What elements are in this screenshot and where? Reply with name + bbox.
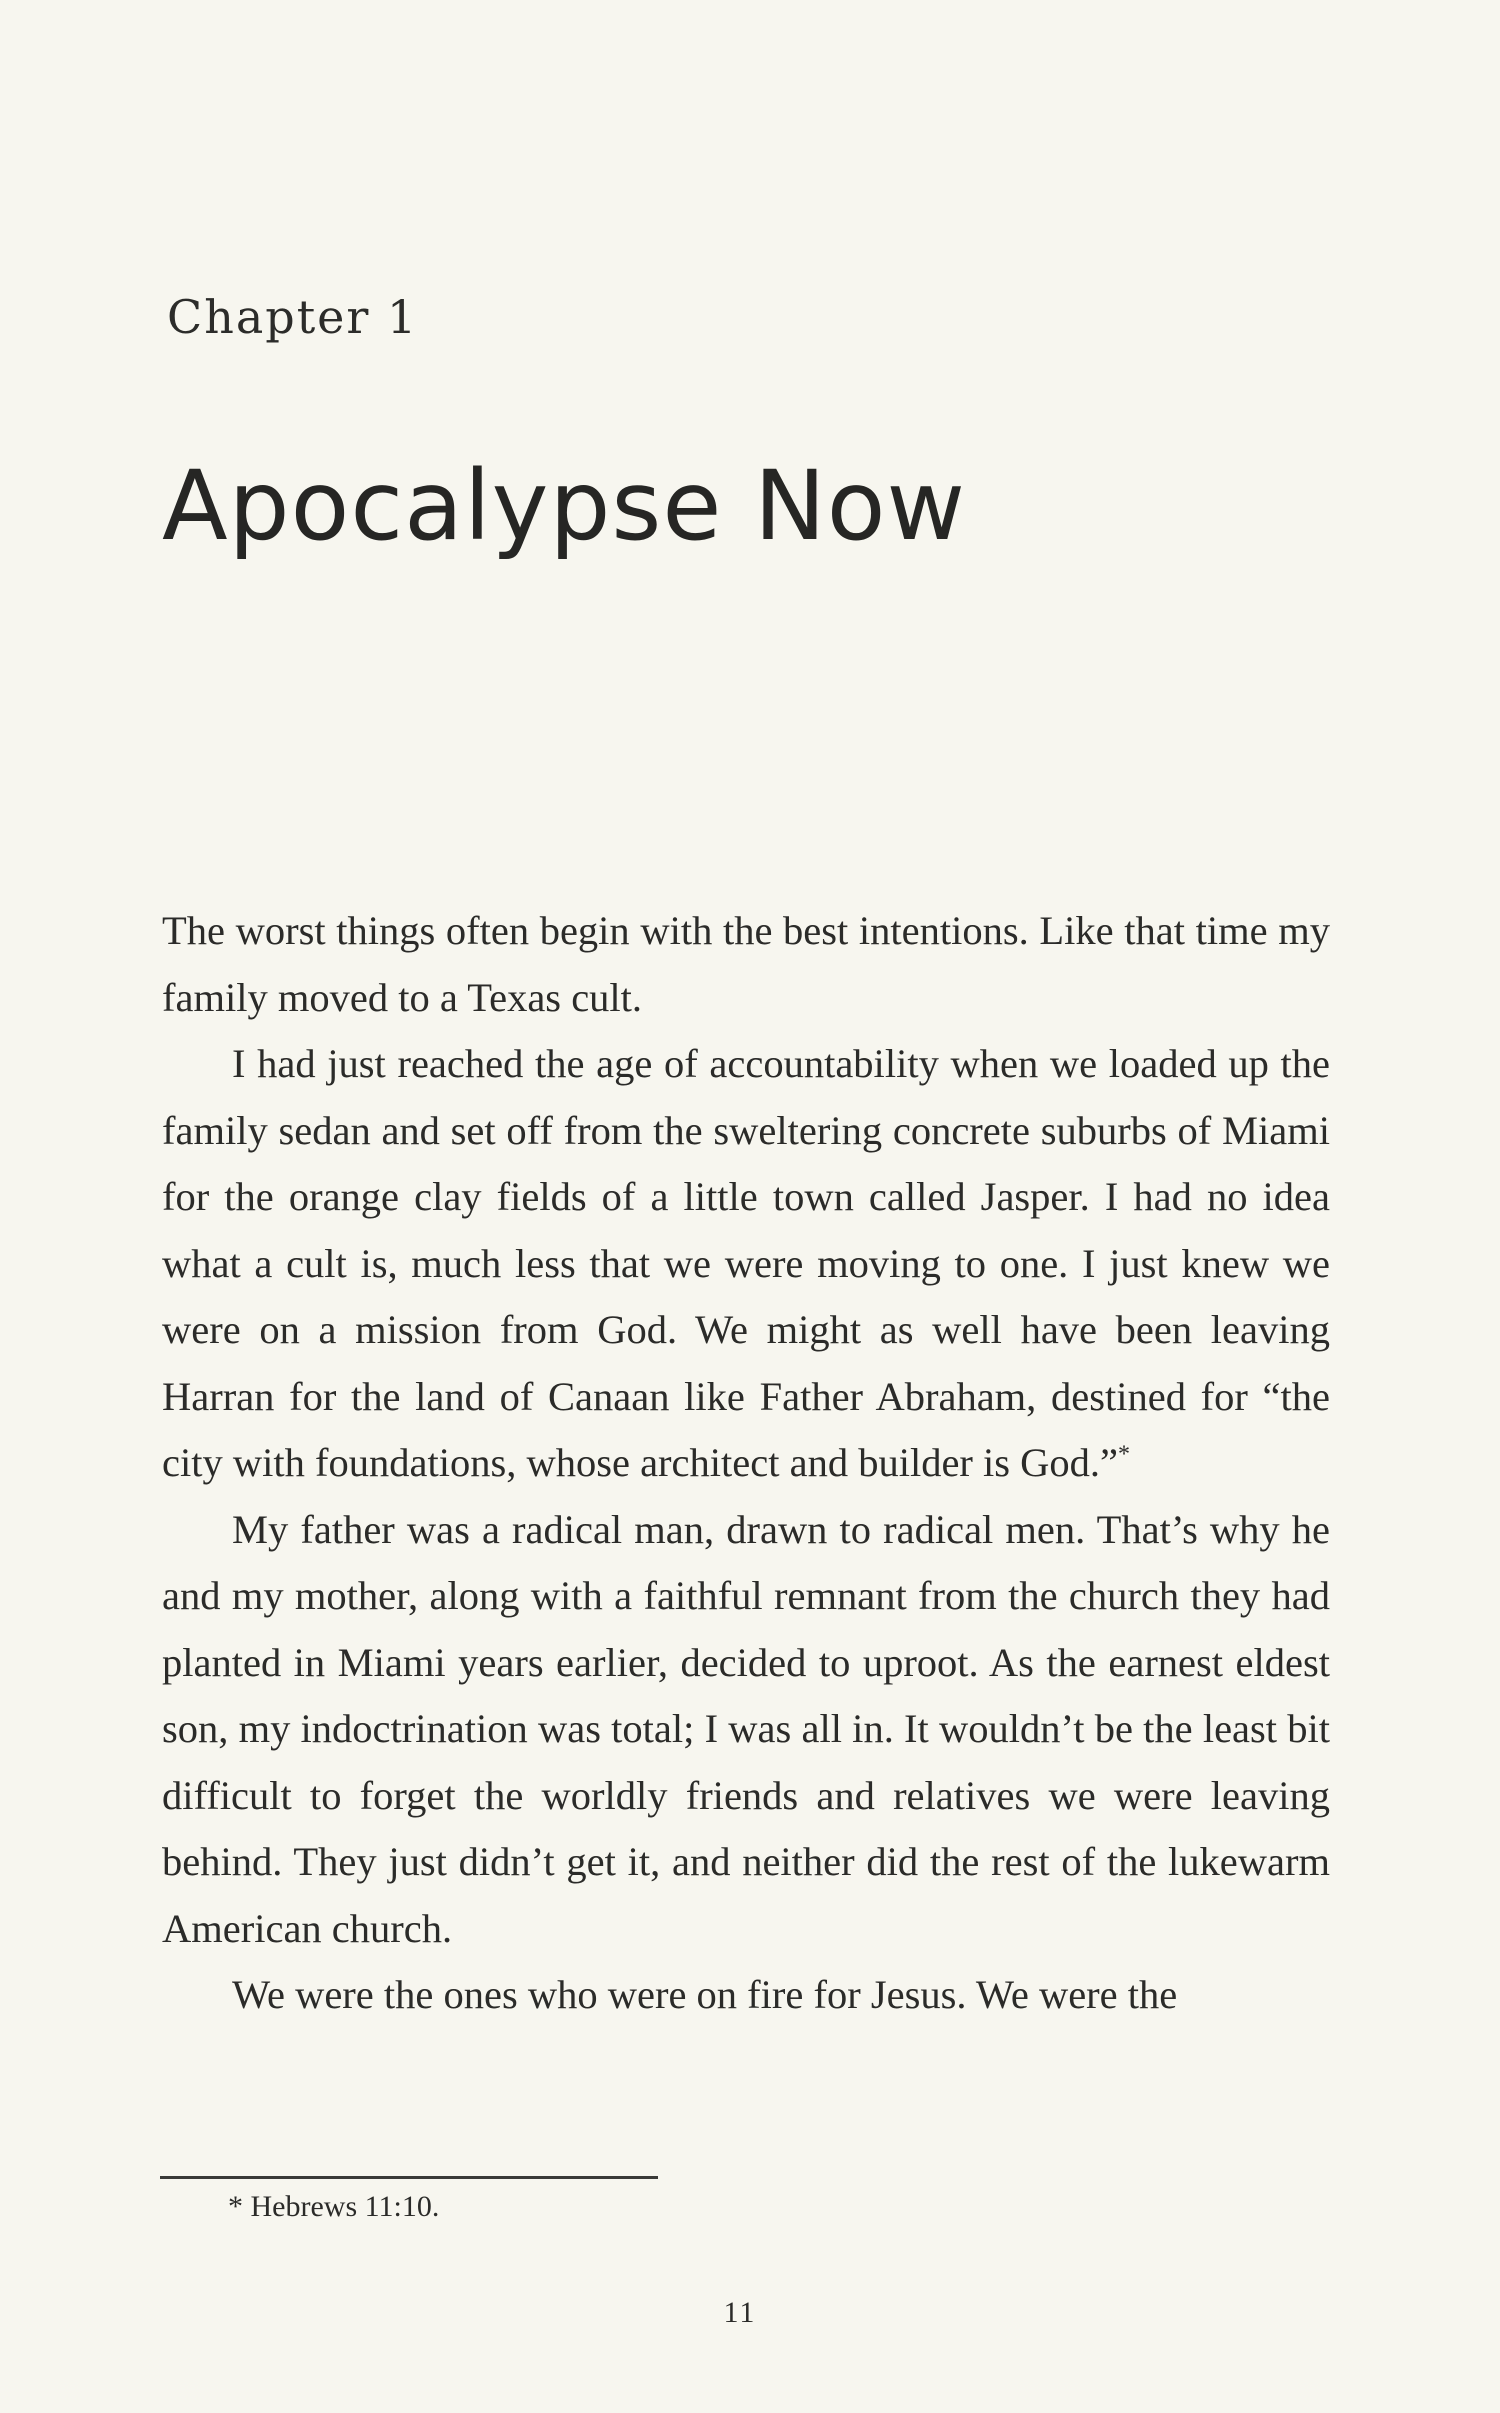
footnote-divider	[160, 2176, 658, 2179]
paragraph-4	[162, 1962, 1330, 2029]
paragraph-3-text: My father was a radical man, drawn to radical men. That’s why he and my mother, along with a faithful remnant from the church they had planted in Miami years earlier, decided to uproot. As the earnest eldest son, my indoctrination was total; I was all in. It wouldn’t be the least bit difficult to forget the worldly friends and relatives we were leaving behind. They just didn’t get it, and neither did the rest of the lukewarm American church.	[162, 1506, 1330, 1951]
paragraph-4-text: We were the ones who were on fire for Jesus. We were the	[232, 1972, 1178, 2017]
footnote: * Hebrews 11:10.	[228, 2190, 440, 2223]
paragraph-3	[162, 1497, 1330, 1963]
page-number: 11	[723, 2296, 757, 2329]
footnote-marker: *	[1118, 1441, 1131, 1468]
paragraph-1-text: The worst things often begin with the best intentions. Like that time my family moved to a Texas cult.	[162, 908, 1330, 1020]
paragraph-2-text: I had just reached the age of accountability when we loaded up the family sedan and set off from the sweltering concrete suburbs of Miami for the orange clay fields of a little town called Jasper. I had no idea what a cult is, much less that we were moving to one. I just knew we were on a mission from God. We might as well have been leaving Harran for the land of Canaan like Father Abraham, destined for “the city with foundations, whose architect and builder is God.”	[162, 1041, 1330, 1485]
chapter-label: Chapter 1	[167, 290, 419, 344]
body-text	[162, 898, 1330, 2029]
chapter-title: Apocalypse Now	[162, 450, 967, 562]
paragraph-1	[162, 898, 1330, 1031]
paragraph-2	[162, 1031, 1330, 1497]
